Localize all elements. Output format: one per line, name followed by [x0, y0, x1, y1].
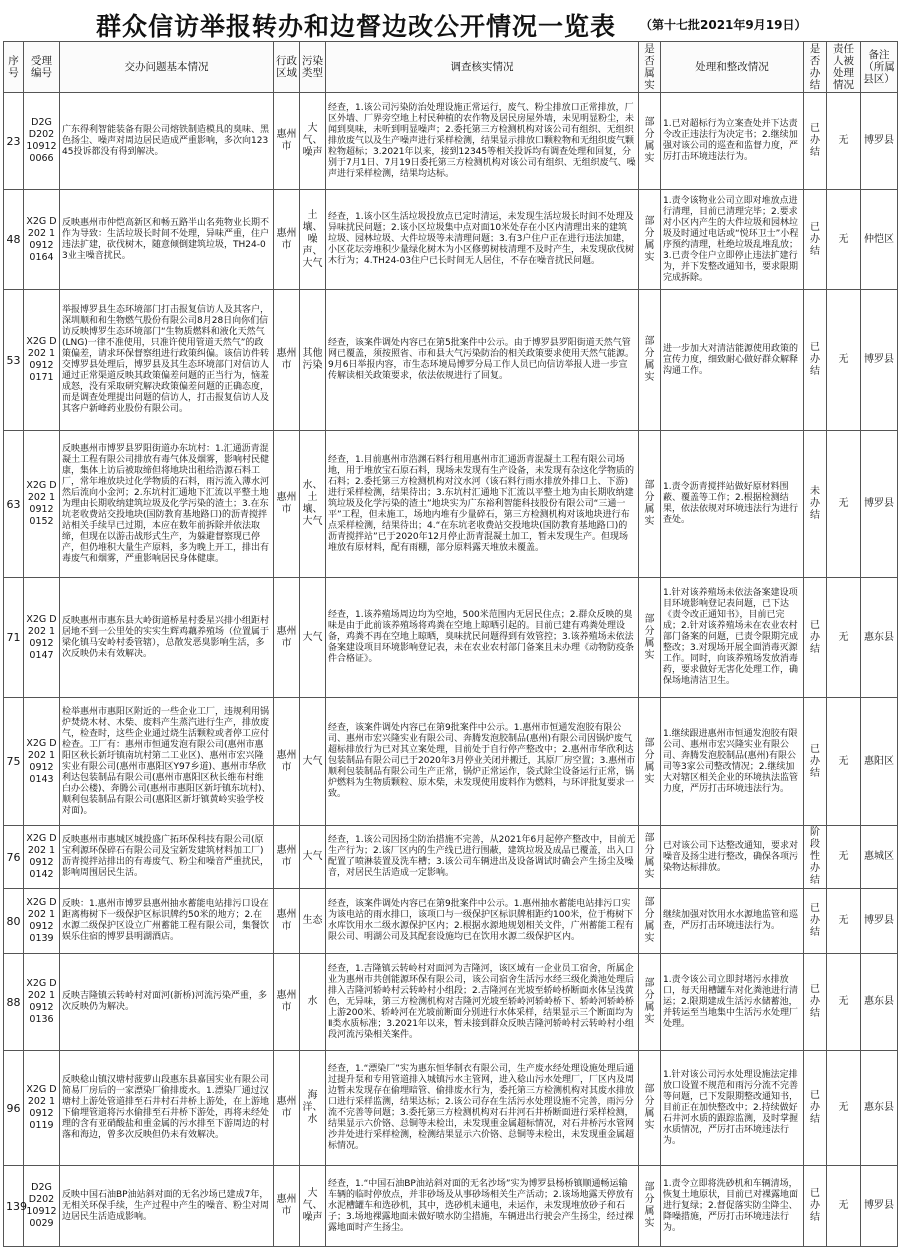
row-code: X2G D202 10912 0147: [24, 578, 60, 698]
col-accountability: 责任人被处理情况: [827, 42, 861, 93]
row-handling: 1.针对该公司污水处理设施法定排放口设置不规范和雨污分流不完善等问题，已下发限期整改通知书，目前正在加快整改中；2.持续做好石井河水质的跟踪监测，及时掌握水质情况，严厉打击环境违法行为。: [661, 1051, 804, 1166]
col-issue: 交办问题基本情况: [60, 42, 274, 93]
title-bar: [0, 0, 900, 40]
row-seq: 53: [4, 290, 24, 431]
row-handling: 1.已对超标行为立案查处并下达责令改正违法行为决定书；2.继续加强对该公司的巡查和监督力度，严厉打击环境违法行为。: [661, 93, 804, 190]
row-investigation: 经查，1.该公司污染防治处理设施正常运行，废气、粉尘排放口正常排放，厂区外墙、厂界旁空地上村民种植的农作物及居民房屋外墙，未见明显粉尘，未闻到臭味，未听到明显噪声；2.委托第三方检测机构对该公司有组织、无组织排放废气以及生产噪声进行采样检测，结果显示排放口颗粒物和无组织废气颗粒物超标；3.2021年以来，接到12345等相关投诉均有调查处理和回复，分别于7月1日、7月19日委托第三方检测机构对该公司有组织、无组织废气、噪声进行采样检测，结果均达标。: [326, 93, 639, 190]
row-code: D2G D202 10912 0066: [24, 93, 60, 190]
row-closed: 已办结: [804, 578, 827, 698]
row-accountability: 无: [827, 190, 861, 290]
row-verified: 部分属实: [639, 578, 661, 698]
row-investigation: 经查，1.“中国石油BP油站斜对面的无名沙场”实为博罗县杨桥镇顺通畅运输车辆的临时停放点，并非砂场及从事砂场相关生产活动；2.该场地露天停放有水泥槽罐车和选砂机，其中，选砂机未通电，未运作，未发现堆放砂子和石子；3.场地裸露地面未做好喷水防尘措施，车辆进出行驶会产生扬尘，经过裸露地面时产生扬尘。: [326, 1166, 639, 1247]
row-verified: 部分属实: [639, 1166, 661, 1247]
batch-label: （第十七批2021年9月19日）: [640, 18, 807, 32]
row-type: 大气: [300, 698, 326, 826]
row-code: D2G D202 10912 0029: [24, 1166, 60, 1247]
row-investigation: 经查，1.“漂染厂”实为惠东恒华制衣有限公司，生产废水经处理设施处理后通过提升泵和专用管道排入城镇污水主管网，进入稔山污水处理厂，厂区内及周边暂未发现存在偷埋暗管、偷排废水行为，委托第三方检测机构对其废水排放口进行采样监测，结果达标；2.该公司存在生活污水处理设施不完善，雨污分流不完善等问题；3.委托第三方检测机构对石井河石井桥断面进行采样检测，结果显示六价铬、总铜等未检出，未发现重金属超标情况，对石井桥污水管网沙井处进行采样检测，检测结果显示六价铬、总铜等未检出，未发现重金属超标情况。: [326, 1051, 639, 1166]
row-seq: 88: [4, 954, 24, 1051]
row-issue: 反映惠州市惠东县大岭街道桥星村委星兴排小组距村居地不到一公里处的实实生辉鸡藕养殖场（位置属于梁化镇马安岭村委管辖），总散发恶臭影响生活，多次反映仍未有效解决。: [60, 578, 274, 698]
row-investigation: 经查，1.目前惠州市浩渊石料行租用惠州市汇通沥青混凝土工程有限公司场地，用于堆放宝石原石料，现场未发现有生产设备，未发现有杂这化学物质的石料；2.委托第三方检测机构对汶水河（该石料行雨水排放外排口上、下游)进行采样检测，结果待出；3.东坑村汇通地下汇流以平整土地为由长期收纳建筑垃圾及化学污染的渣土”地块实为广东裕利智能科技股份有限公司“三通一平”工程，但未施工，场地内堆有少量碎石，第三方检测机构对该地块进行布点采样检测，结果待出；4.“在东坑老收费站交投地块(国防教育基地路口)的沥青搅拌站”已于2020年12月停止沥青混凝土加工，暂未发现生产。但现场堆放有原材料，配有雨棚，部分原料露天堆放未覆盖。: [326, 431, 639, 578]
row-district: 惠州市: [274, 290, 300, 431]
row-accountability: 无: [827, 826, 861, 889]
col-remark: 备注（所属县区）: [861, 42, 898, 93]
table-row: [4, 826, 898, 889]
row-verified: 部分属实: [639, 290, 661, 431]
row-remark: 惠阳区: [861, 698, 898, 826]
table-row: [4, 1051, 898, 1166]
row-district: 惠州市: [274, 93, 300, 190]
row-verified: 部分属实: [639, 698, 661, 826]
row-verified: 部分属实: [639, 93, 661, 190]
row-district: 惠州市: [274, 578, 300, 698]
row-remark: 仲恺区: [861, 190, 898, 290]
row-type: 大气: [300, 578, 326, 698]
row-seq: 80: [4, 889, 24, 954]
col-code: 受理编号: [24, 42, 60, 93]
row-handling: 1.责令立即将洗砂机和车辆清场，恢复土地原状，目前已对裸露地面进行复绿；2.督促落实防尘降尘、降噪措施，严厉打击环境违法行为。: [661, 1166, 804, 1247]
row-verified: 部分属实: [639, 190, 661, 290]
row-issue: 反映惠州市仲恺高新区和畅五路半山名苑物业长期不作为导致：生活垃圾长时间不处理，异味严重，住户违法扩建，砍伐树木，随意倾倒建筑垃圾，TH24-03业主噪音扰民。: [60, 190, 274, 290]
col-closed: 是否办结: [804, 42, 827, 93]
row-code: X2G D202 10912 0152: [24, 431, 60, 578]
row-verified: 部分属实: [639, 954, 661, 1051]
row-investigation: 经查，该案件调处内容已在第5批案件中公示。由于博罗县罗阳街道天然气管网已覆盖，须按照省、市和县大气污染防治的相关政策要求使用天然气能源。9月6日举报内容，市生态环境局博罗分局工作人员已向信访举报人进一步宣传解读相关政策要求，依法依规进行了回复。: [326, 290, 639, 431]
table-row: [4, 954, 898, 1051]
row-district: 惠州市: [274, 698, 300, 826]
row-closed: 已办结: [804, 1166, 827, 1247]
row-handling: 进一步加大对清洁能源使用政策的宣传力度，细致耐心做好群众解释沟通工作。: [661, 290, 804, 431]
row-investigation: 经查，1.该小区生活垃圾投放点已定时清运，未发现生活垃圾长时间不处理及异味扰民问题；2.该小区垃圾集中点对面10米处存在小区内清理出来的建筑垃圾、园林垃圾、大件垃圾等未清理问题；3.有3户住户正在进行违法加建，小区花坛旁堆积少量绿化树木为小区修剪树枝清理不及时产生，未发现砍伐树木行为；4.TH24-03住户已长时间无人居住，不存在噪音扰民问题。: [326, 190, 639, 290]
row-handling: 1.责令该物业公司立即对堆放点进行清理，目前已清理完毕；2.要求对小区内产生的大件垃圾和园林垃圾及时通过电话或“悦环卫士”小程序预约清理，杜绝垃圾乱堆乱放；3.已责令住户立即停止违法扩建行为，并下发整改通知书，要求限期完成拆除。: [661, 190, 804, 290]
row-remark: 惠东县: [861, 578, 898, 698]
row-accountability: 无: [827, 93, 861, 190]
row-code: X2G D202 10912 0142: [24, 826, 60, 889]
row-closed: 已办结: [804, 954, 827, 1051]
row-issue: 反映惠州市博罗县罗阳街道办东坑村：1.汇通沥青混凝土工程有限公司排放有毒气体及烟雾，影响村民健康，集体上访后被取缔但将地块出租给浩源石料工厂，常年堆放块过化学物质的石料，雨污流入薄水河然后流向小金河；2.东坑村汇通地下汇流以平整土地为理由长期收纳建筑垃圾及化学污染的渣土；3.在东坑老收费站交投地块(国防教育基地路口)的沥青搅拌站相关手续早已过期，本应在数年前拆除并依法取缔，但现在以游击战形式生产，为躲避督察现已停产，但仍堆积大量生产原料，多为晚上开工，排出有毒废气和烟雾，严重影响居民身体健康。: [60, 431, 274, 578]
row-handling: 1.责令该公司立即封堵污水排放口，每天用槽罐车对化粪池进行清运；2.限期建成生活污水储蓄池，并转运至当地集中生活污水处理厂处理。: [661, 954, 804, 1051]
row-accountability: 无: [827, 698, 861, 826]
row-issue: 检举惠州市惠阳区附近的一些企业工厂，违规利用锅炉焚烧木材、木柴、废料产生蒸汽进行生产，排放废气，检查时，这些企业通过烧生活颗粒或者停工应付检查。工厂有：惠州市恒通发泡有限公司(惠州市惠阳区秋长新圩镇南坑村第二工业区)、惠州市宏兴隆实业有限公司(惠州市惠阳区Y97乡道)、惠州市华欣利达包装制品有限公司(惠州市惠阳区秋长维布村维白办公楼)、奔腾公司(惠州市惠阳区新圩镇东坑村)、顺利包装制品有限公司(惠阳区新圩镇黄岭实验学校对面)。: [60, 698, 274, 826]
row-remark: 博罗县: [861, 290, 898, 431]
row-type: 生态: [300, 889, 326, 954]
row-accountability: 无: [827, 1166, 861, 1247]
row-remark: 博罗县: [861, 431, 898, 578]
row-type: 水、土壤、大气: [300, 431, 326, 578]
row-closed: 未办结: [804, 431, 827, 578]
row-investigation: 经查，1.吉隆镇云转岭村对面河为吉隆河，该区域有一企业员工宿舍，所属企业为惠州市共创能源环保有限公司，该公司宿舍生活污水经三级化粪池处理后排入吉隆河轿岭村云转岭村小组段；2.吉隆河在光坡至轿岭桥断面水体呈浅黄色，无异味，第三方检测机构对吉隆河光坡至轿岭河轿岭桥下、轿岭河轿岭桥上游200米、轿岭河在光坡前断面分别进行水体采样，结果显示三个断面均为Ⅱ类水质标准；3.2021年以来，暂未接到群众反映吉隆河轿岭村云转岭村小组段河流污染相关案件。: [326, 954, 639, 1051]
row-accountability: 无: [827, 954, 861, 1051]
table-row: [4, 290, 898, 431]
row-type: 水: [300, 954, 326, 1051]
row-remark: 博罗县: [861, 93, 898, 190]
row-district: 惠州市: [274, 954, 300, 1051]
row-accountability: 无: [827, 1051, 861, 1166]
col-type: 污染类型: [300, 42, 326, 93]
table-row: [4, 93, 898, 190]
row-issue: 反映中国石油BP油站斜对面的无名沙场已建成7年，无相关环保手续，生产过程中产生的噪音、粉尘对周边居民生活造成影响。: [60, 1166, 274, 1247]
row-district: 惠州市: [274, 1051, 300, 1166]
row-seq: 96: [4, 1051, 24, 1166]
row-handling: 已对该公司下达整改通知，要求对噪音及扬尘进行整改，确保各项污染物达标排放。: [661, 826, 804, 889]
row-investigation: 经查，1.该养殖场周边均为空地，500米范围内无居民住点；2.群众反映的臭味是由于此前该养殖场将鸡粪在空地上晾晒引起的。目前已建有鸡粪处理设备，鸡粪不再在空地上晾晒，臭味扰民问题得到有效管控；3.该养殖场未依法备案建设项目环境影响登记表，未在农业农村部门备案且未办理《动物防疫条件合格证》。: [326, 578, 639, 698]
col-investigation: 调查核实情况: [326, 42, 639, 93]
col-handling: 处理和整改情况: [661, 42, 804, 93]
table-row: [4, 578, 898, 698]
row-verified: 部分属实: [639, 826, 661, 889]
row-verified: 部分属实: [639, 889, 661, 954]
row-seq: 23: [4, 93, 24, 190]
row-seq: 75: [4, 698, 24, 826]
row-type: 大气、噪声: [300, 93, 326, 190]
row-closed: 已办结: [804, 889, 827, 954]
row-closed: 已办结: [804, 190, 827, 290]
row-code: X2G D202 10912 0136: [24, 954, 60, 1051]
row-code: X2G D202 10912 0119: [24, 1051, 60, 1166]
col-seq: 序号: [4, 42, 24, 93]
row-handling: 继续加强对饮用水水源地监管和巡查，严厉打击环境违法行为。: [661, 889, 804, 954]
row-remark: 惠东县: [861, 954, 898, 1051]
row-closed: 已办结: [804, 93, 827, 190]
table-row: [4, 431, 898, 578]
row-seq: 139: [4, 1166, 24, 1247]
table-row: [4, 889, 898, 954]
row-issue: 广东得利智能装备有限公司熔铁制造模具的臭味、黑色扬尘、噪声对周边居民造成严重影响，多次向12345投诉都没有得到解决。: [60, 93, 274, 190]
row-type: 土壤、噪声、大气: [300, 190, 326, 290]
row-closed: 阶段性办结: [804, 826, 827, 889]
row-verified: 部分属实: [639, 431, 661, 578]
row-type: 大气: [300, 826, 326, 889]
row-accountability: 无: [827, 889, 861, 954]
row-seq: 63: [4, 431, 24, 578]
row-verified: 部分属实: [639, 1051, 661, 1166]
row-issue: 举报博罗县生态环境部门打击报复信访人及其客户，深圳顺和和生物燃气股份有限公司8月28日向你们信访反映博罗生态环境部门“生物质燃料和液化天然气(LNG)一律不准使用，只准许使用管道天然气”的政策偏差，请求环保督察组进行政策纠偏。该信访件转交博罗县处理后，博罗县及其生态环境部门对信访人通过正常渠道反映其政策偏差问题的正当行为，恼羞成怒，没有采取研究解决政策偏差问题的正确态度，而是调查处理提出问题的信访人，打击报复信访人及其客户新峰药业股份有限公司。: [60, 290, 274, 431]
table-row: [4, 1166, 898, 1247]
row-investigation: 经查，该案件调处内容已在第9批案件中公示。1.惠州市恒通发泡胶有限公司、惠州市宏兴隆实业有限公司、奔腾发泡胶制品(惠州)有限公司因锅炉废气超标排放行为已对其立案处理，目前处于自行停产整改中；2.惠州市华欣利达包装制品有限公司已于2020年3月停业关闭并搬迁，其原厂房空置；3.惠州市顺利包装制品有限公司生产正常，锅炉正常运作，袋式除尘设备运行正常，锅炉燃料为生物质颗粒、原木柴，未发现使用废料作为燃料，与环评批复要求一致。: [326, 698, 639, 826]
col-verified: 是否属实: [639, 42, 661, 93]
row-code: X2G D202 10912 0171: [24, 290, 60, 431]
row-type: 海洋、水: [300, 1051, 326, 1166]
row-handling: 1.针对该养殖场未依法备案建设项目环境影响登记表问题，已下达《责令改正通知书》，目前已完成；2.针对该养殖场未在农业农村部门备案的问题，已责令限期完成整改；3.对现场开展全面消毒灭源工作。同时，向该养殖场发放消毒药，要求做好无害化处理工作，确保场地清洁卫生。: [661, 578, 804, 698]
row-seq: 48: [4, 190, 24, 290]
row-accountability: 无: [827, 431, 861, 578]
row-district: 惠州市: [274, 826, 300, 889]
row-remark: 惠东县: [861, 1051, 898, 1166]
row-closed: 已办结: [804, 1051, 827, 1166]
row-code: X2G D202 10912 0143: [24, 698, 60, 826]
row-district: 惠州市: [274, 431, 300, 578]
row-type: 大气、噪声: [300, 1166, 326, 1247]
table-row: [4, 190, 898, 290]
row-handling: 1.继续跟进惠州市恒通发泡胶有限公司、惠州市宏兴隆实业有限公司、奔腾发泡胶制品(惠州)有限公司等3家公司整改情况；2.继续加大对辖区相关企业的环境执法监管力度，严厉打击环境违法行为。: [661, 698, 804, 826]
row-seq: 76: [4, 826, 24, 889]
row-remark: 博罗县: [861, 889, 898, 954]
row-closed: 已办结: [804, 698, 827, 826]
row-handling: 1.责令沥青搅拌站做好原材料围蔽、覆盖等工作；2.根据检测结果，依法依规对环境违法行为进行查处。: [661, 431, 804, 578]
row-type: 其他污染: [300, 290, 326, 431]
complaints-table: [3, 41, 898, 1247]
table-row: [4, 698, 898, 826]
row-issue: 反映惠州市惠城区城投盛广拓环保科技有限公司(原宝利源环保碎石有限公司及宝新发建筑材料加工厂)沥青搅拌站排出的有毒废气、粉尘和噪音严重扰民，影响周围居民生活。: [60, 826, 274, 889]
row-accountability: 无: [827, 290, 861, 431]
row-district: 惠州市: [274, 889, 300, 954]
row-issue: 反映：1.惠州市博罗县惠州抽水蓄能电站排污口设在距离梅树下一级保护区标识牌约50米的地方；2.在水源二级保护区设立广州蓄能工程有限公司，集餐饮娱乐住宿的博罗县明湖酒店。: [60, 889, 274, 954]
row-issue: 反映吉隆镇云转岭村对面河(新桥)河流污染严重，多次反映仍为解决。: [60, 954, 274, 1051]
row-seq: 71: [4, 578, 24, 698]
row-remark: 惠城区: [861, 826, 898, 889]
row-code: X2G D202 10912 0164: [24, 190, 60, 290]
row-issue: 反映稔山镇汉塘村菠萝山段惠东县嘉国实业有限公司简易厂房后的一家漂染厂偷排废水。1.漂染厂通过汉塘村上游处管道排至石井村石井桥上游处，在上游地下偷埋管道将污水偷排至石井桥下游处，再将未经处理的含有亚硝酸盐和重金属的污水排至下游周边的村落和海边，曾多次反映但仍未有效解决。: [60, 1051, 274, 1166]
row-district: 惠州市: [274, 190, 300, 290]
row-investigation: 经查，1.该公司因扬尘防治措施不完善，从2021年6月起停产整改中，目前无生产行为；2.该厂区内的生产线已进行围蔽，建筑垃圾及成品已覆盖，出入口配置了喷淋装置及洗车槽；3.该公司车辆进出及设备调试时确会产生扬尘及噪音，对居民生活造成一定影响。: [326, 826, 639, 889]
row-investigation: 经查，该案件调处内容已在第9批案件中公示。1.惠州抽水蓄能电站排污口实为该电站的雨水排口，该项口与一级保护区标识牌相距约100米，位于梅树下水库饮用水二级水源保护区内；2.根据水源地规划相关文件，广州蓄能工程有限公司、明湖公司及其配套设施均已在饮用水源二级保护区内。: [326, 889, 639, 954]
row-accountability: 无: [827, 578, 861, 698]
header-row: [4, 42, 898, 93]
page-title: 群众信访举报转办和边督边改公开情况一览表: [96, 12, 617, 41]
row-district: 惠州市: [274, 1166, 300, 1247]
col-district: 行政区域: [274, 42, 300, 93]
row-remark: 博罗县: [861, 1166, 898, 1247]
row-code: X2G D202 10912 0139: [24, 889, 60, 954]
row-closed: 已办结: [804, 290, 827, 431]
